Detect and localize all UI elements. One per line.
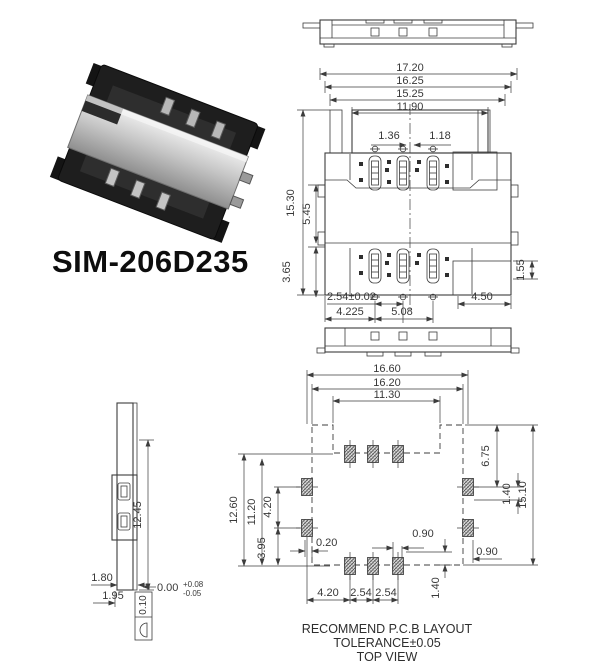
dim-label: 2.54: [350, 587, 372, 599]
dim-label: 3.65: [281, 261, 293, 283]
locating-squares: [359, 160, 449, 277]
dim-label: 4.50: [471, 291, 493, 303]
sim-connector-image: [50, 61, 271, 244]
dim-label: 6.75: [480, 445, 492, 467]
dim-label: 1.40: [501, 483, 513, 505]
dim-label: 11.20: [246, 498, 258, 526]
solder-pads: [296, 440, 479, 580]
bottom-dimensions: [325, 291, 511, 323]
right-dimensions: [463, 425, 538, 565]
front-view-drawing: [270, 8, 600, 360]
dim-label: 5.45: [301, 203, 313, 225]
dim-label: 4.225: [336, 306, 364, 318]
dim-label: 11.90: [396, 101, 424, 113]
left-dimensions: [228, 454, 337, 566]
profile-symbol-icon: [140, 623, 147, 637]
dim-label: 1.36: [378, 130, 400, 142]
dim-label: 15.10: [517, 481, 529, 509]
bottom-side-view: [317, 328, 519, 356]
dim-tolerance-lower: -0.05: [183, 589, 202, 598]
dim-label: 17.20: [396, 62, 424, 74]
side-view-drawing: [55, 395, 220, 650]
dim-label: 16.20: [373, 377, 401, 389]
note-line: TOLERANCE±0.05: [333, 636, 441, 650]
dim-label: 2.54±0.02: [327, 291, 376, 303]
top-dimensions: [307, 363, 468, 424]
dim-label: 0.90: [476, 546, 498, 558]
dim-label: 11.30: [373, 389, 401, 401]
dim-label: 4.20: [317, 587, 339, 599]
product-photo: [48, 58, 268, 246]
right-dimension: [513, 259, 538, 280]
dim-label: 12.60: [228, 496, 240, 524]
dim-label: 15.25: [396, 88, 424, 100]
dim-label: 15.30: [285, 189, 297, 217]
flatness-value: 0.10: [138, 595, 149, 615]
dim-label: 12.45: [132, 501, 144, 529]
dim-label: 1.55: [515, 259, 527, 281]
side-profile: [112, 403, 137, 590]
side-dimensions: [91, 440, 204, 607]
main-top-view: [318, 104, 518, 310]
dim-label: 5.08: [391, 306, 413, 318]
dim-label: 16.25: [396, 75, 424, 87]
left-dimensions: [281, 110, 330, 297]
flatness-callout: [135, 592, 152, 640]
dim-label: 3.95: [256, 537, 268, 559]
dim-label: 0.90: [412, 528, 434, 540]
dim-label: 16.60: [373, 363, 401, 375]
note-line: TOP VIEW: [356, 650, 418, 664]
dim-label: 1.95: [102, 590, 124, 602]
pitch-dimensions: [371, 130, 451, 145]
model-number: SIM-206D235: [52, 244, 249, 279]
dim-label: 1.80: [91, 572, 113, 584]
dim-label: 1.18: [429, 130, 451, 142]
dim-label: 4.20: [262, 496, 274, 518]
pcb-layout-drawing: [230, 360, 580, 622]
top-side-view: [303, 20, 533, 47]
dim-label: 1.40: [430, 577, 442, 599]
dim-label: 2.54: [375, 587, 397, 599]
note-line: RECOMMEND P.C.B LAYOUT: [301, 622, 473, 636]
pcb-notes: [230, 622, 544, 664]
dim-tolerance-upper: +0.08: [183, 580, 204, 589]
dim-label: 0.00: [157, 582, 179, 594]
dim-label: 0.20: [316, 537, 338, 549]
